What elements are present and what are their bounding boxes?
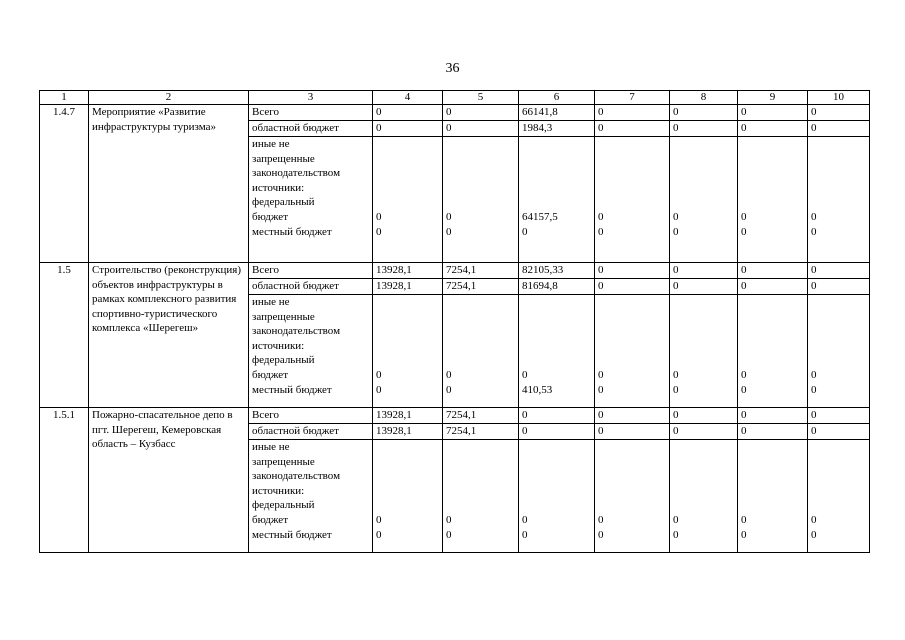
value-cell <box>670 440 738 553</box>
federal-value: 0 <box>741 369 747 381</box>
value-cell: 0 <box>738 121 808 137</box>
source-line: местный бюджет <box>252 225 332 238</box>
source-line: запрещенные <box>252 455 315 468</box>
federal-value: 0 <box>522 369 528 381</box>
value-cell: 0 <box>595 279 670 295</box>
value-cell <box>738 137 808 263</box>
federal-value: 0 <box>598 514 604 526</box>
value-cell: 0 <box>595 408 670 424</box>
source-line: законодательством <box>252 167 341 180</box>
local-value: 0 <box>522 225 528 238</box>
local-value: 0 <box>741 528 747 541</box>
source-line: федеральный <box>252 499 315 512</box>
column-number: 7 <box>595 91 670 105</box>
value-cell: 0 <box>738 408 808 424</box>
source-total: Всего <box>249 263 373 279</box>
value-cell: 0 <box>595 263 670 279</box>
source-other <box>249 137 373 263</box>
source-total: Всего <box>249 105 373 121</box>
value-cell <box>738 440 808 553</box>
value-cell <box>595 440 670 553</box>
value-cell <box>373 137 443 263</box>
federal-value: 0 <box>673 369 679 381</box>
federal-value: 0 <box>741 514 747 526</box>
source-total: Всего <box>249 408 373 424</box>
column-number-row <box>40 91 870 105</box>
local-value: 410,53 <box>522 383 553 396</box>
value-cell: 0 <box>738 263 808 279</box>
source-line: иные не <box>252 138 290 150</box>
source-line: бюджет <box>252 513 288 526</box>
local-value: 0 <box>673 528 679 541</box>
value-cell: 0 <box>519 424 595 440</box>
value-cell <box>808 440 870 553</box>
value-cell: 0 <box>670 424 738 440</box>
source-line: запрещенные <box>252 310 315 323</box>
source-line: законодательством <box>252 470 341 483</box>
federal-value: 0 <box>741 211 747 223</box>
source-line: источники: <box>252 339 305 352</box>
value-cell: 0 <box>595 105 670 121</box>
value-cell: 0 <box>808 424 870 440</box>
value-cell: 13928,1 <box>373 424 443 440</box>
federal-value: 0 <box>376 514 382 526</box>
source-line: федеральный <box>252 354 315 367</box>
value-cell: 81694,8 <box>519 279 595 295</box>
federal-value: 0 <box>376 369 382 381</box>
column-number: 9 <box>738 91 808 105</box>
value-cell <box>373 440 443 553</box>
federal-value: 0 <box>376 211 382 223</box>
source-line: федеральный <box>252 196 315 209</box>
value-cell: 0 <box>738 424 808 440</box>
federal-value: 0 <box>446 514 452 526</box>
value-cell <box>670 137 738 263</box>
source-line: иные не <box>252 441 290 453</box>
local-value: 0 <box>598 528 604 541</box>
value-cell: 0 <box>738 279 808 295</box>
federal-value: 0 <box>811 514 817 526</box>
value-cell: 0 <box>670 121 738 137</box>
table-row <box>40 105 870 121</box>
source-regional: областной бюджет <box>249 424 373 440</box>
local-value: 0 <box>673 225 679 238</box>
local-value: 0 <box>741 225 747 238</box>
source-regional: областной бюджет <box>249 279 373 295</box>
value-cell: 0 <box>443 121 519 137</box>
table-row <box>40 263 870 279</box>
value-cell <box>519 440 595 553</box>
value-cell <box>595 137 670 263</box>
value-cell: 0 <box>808 408 870 424</box>
row-number: 1.5 <box>40 263 89 408</box>
value-cell <box>443 440 519 553</box>
column-number: 1 <box>40 91 89 105</box>
value-cell: 0 <box>808 105 870 121</box>
source-line: иные не <box>252 296 290 308</box>
value-cell: 0 <box>595 121 670 137</box>
local-value: 0 <box>376 225 382 238</box>
local-value: 0 <box>598 225 604 238</box>
table-row <box>40 408 870 424</box>
measure-name: Пожарно-спасательное депо в пгт. Шерегеш, Кемеровская область – Кузбасс <box>89 408 249 553</box>
value-cell: 0 <box>373 121 443 137</box>
value-cell: 7254,1 <box>443 263 519 279</box>
source-line: запрещенные <box>252 152 315 165</box>
column-number: 4 <box>373 91 443 105</box>
value-cell: 13928,1 <box>373 408 443 424</box>
local-value: 0 <box>741 383 747 396</box>
value-cell: 66141,8 <box>519 105 595 121</box>
federal-value: 0 <box>522 514 528 526</box>
local-value: 0 <box>598 383 604 396</box>
source-line: местный бюджет <box>252 383 332 396</box>
row-number: 1.4.7 <box>40 105 89 263</box>
value-cell: 0 <box>670 279 738 295</box>
measure-name: Строительство (реконструкция) объектов инфраструктуры в рамках комплексного развития спортивно-туристического комплекса «Шерегеш» <box>89 263 249 408</box>
local-value: 0 <box>811 528 817 541</box>
value-cell: 82105,33 <box>519 263 595 279</box>
source-line: источники: <box>252 181 305 194</box>
row-number: 1.5.1 <box>40 408 89 553</box>
value-cell <box>808 137 870 263</box>
federal-value: 0 <box>446 369 452 381</box>
federal-value: 0 <box>598 211 604 223</box>
local-value: 0 <box>446 225 452 238</box>
local-value: 0 <box>522 528 528 541</box>
local-value: 0 <box>376 528 382 541</box>
value-cell <box>519 295 595 408</box>
federal-value: 0 <box>446 211 452 223</box>
source-line: местный бюджет <box>252 528 332 541</box>
local-value: 0 <box>446 528 452 541</box>
value-cell: 0 <box>373 105 443 121</box>
source-line: бюджет <box>252 210 288 223</box>
value-cell: 13928,1 <box>373 263 443 279</box>
local-value: 0 <box>811 383 817 396</box>
source-line: законодательством <box>252 325 341 338</box>
value-cell: 0 <box>670 408 738 424</box>
value-cell: 7254,1 <box>443 408 519 424</box>
column-number: 3 <box>249 91 373 105</box>
column-number: 2 <box>89 91 249 105</box>
value-cell: 0 <box>808 121 870 137</box>
budget-table <box>39 90 870 553</box>
source-other <box>249 440 373 553</box>
federal-value: 0 <box>673 514 679 526</box>
value-cell <box>808 295 870 408</box>
local-value: 0 <box>811 225 817 238</box>
column-number: 10 <box>808 91 870 105</box>
source-line: бюджет <box>252 368 288 381</box>
value-cell <box>373 295 443 408</box>
value-cell <box>595 295 670 408</box>
value-cell: 0 <box>738 105 808 121</box>
page-number: 36 <box>445 61 460 76</box>
value-cell <box>738 295 808 408</box>
value-cell <box>519 137 595 263</box>
federal-value: 0 <box>598 369 604 381</box>
local-value: 0 <box>376 383 382 396</box>
value-cell: 7254,1 <box>443 424 519 440</box>
local-value: 0 <box>673 383 679 396</box>
value-cell <box>443 137 519 263</box>
column-number: 8 <box>670 91 738 105</box>
local-value: 0 <box>446 383 452 396</box>
source-regional: областной бюджет <box>249 121 373 137</box>
value-cell: 0 <box>808 279 870 295</box>
value-cell: 0 <box>443 105 519 121</box>
value-cell: 0 <box>808 263 870 279</box>
value-cell: 13928,1 <box>373 279 443 295</box>
federal-value: 0 <box>811 211 817 223</box>
value-cell <box>670 295 738 408</box>
value-cell: 0 <box>670 105 738 121</box>
federal-value: 0 <box>673 211 679 223</box>
source-line: источники: <box>252 484 305 497</box>
column-number: 5 <box>443 91 519 105</box>
value-cell: 0 <box>595 424 670 440</box>
measure-name: Мероприятие «Развитие инфраструктуры туризма» <box>89 105 249 263</box>
column-number: 6 <box>519 91 595 105</box>
source-other <box>249 295 373 408</box>
value-cell: 1984,3 <box>519 121 595 137</box>
value-cell: 7254,1 <box>443 279 519 295</box>
value-cell: 0 <box>519 408 595 424</box>
federal-value: 64157,5 <box>522 211 558 223</box>
federal-value: 0 <box>811 369 817 381</box>
value-cell <box>443 295 519 408</box>
value-cell: 0 <box>670 263 738 279</box>
